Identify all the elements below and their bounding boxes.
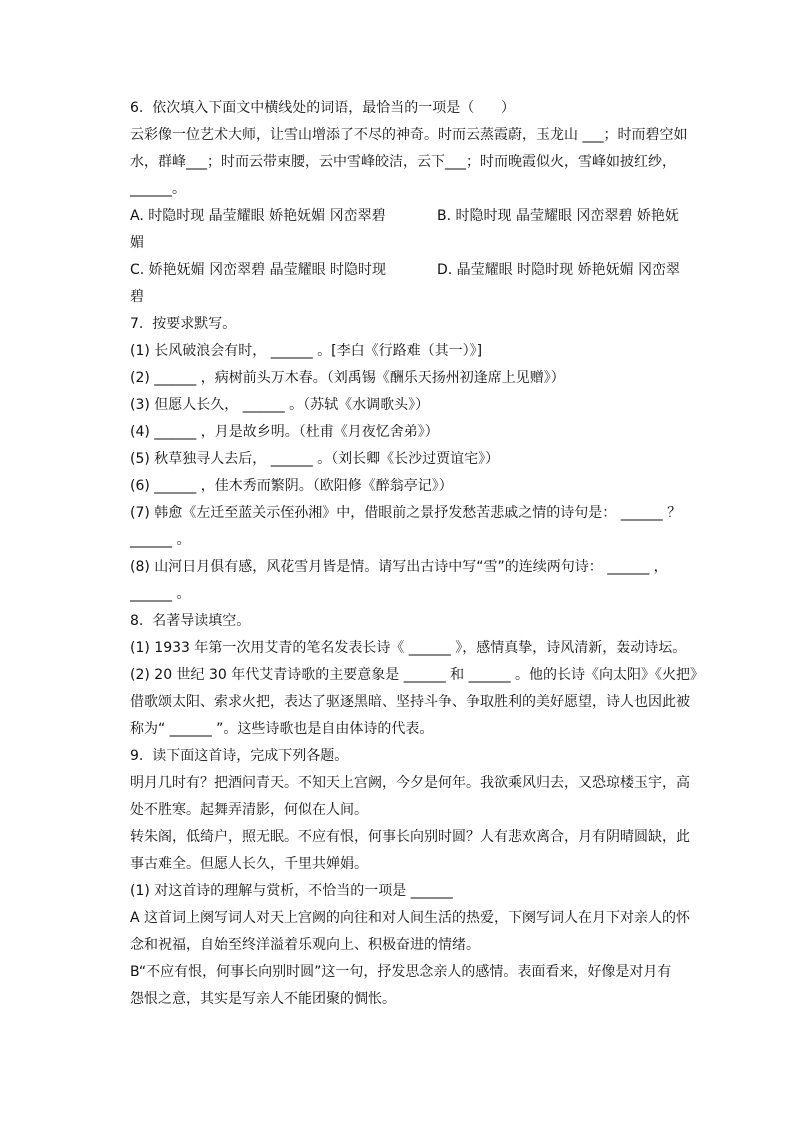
question-9-stem: 9. 读下面这首诗，完成下列各题。 — [130, 748, 349, 764]
page-content — [130, 95, 705, 1013]
fill-item: (1) 1933 年第一次用艾青的笔名发表长诗《 ______ 》，感情真挚，诗风清新，轰动诗坛。 — [130, 640, 687, 656]
fill-item: (1) 长风破浪会有时， ______ 。[李白《行路难（其一）》] — [130, 343, 483, 359]
fill-item: (8) 山河日月俱有感，风花雪月皆是情。请写出古诗中写“雪”的连续两句诗： ______ ， — [130, 559, 668, 575]
sub-question-line: B“不应有恨，何事长向别时圆”这一句，抒发思念亲人的感情。表面看来，好像是对月有 — [130, 964, 672, 980]
poem-line: 处不胜寒。起舞弄清影，何似在人间。 — [130, 802, 368, 818]
passage-line: ______。 — [130, 181, 186, 197]
options-row-cd — [130, 257, 696, 311]
question-7-stem: 7. 按要求默写。 — [130, 316, 237, 332]
sub-question-1: (1) 对这首诗的理解与赏析，不恰当的一项是 ______ — [130, 883, 453, 899]
poem-line: 转朱阁，低绮户，照无眠。不应有恨，何事长向别时圆？人有悲欢离合，月有阴晴圆缺，此 — [130, 829, 690, 845]
question-9 — [130, 743, 696, 1013]
question-8 — [130, 608, 705, 743]
options-row-ab — [130, 203, 696, 257]
fill-item: (2) 20 世纪 30 年代艾青诗歌的主要意象是 ______ 和 ______ 。他的长诗《向太阳》《火把》 — [130, 667, 705, 683]
sub-question-line: A 这首词上阕写词人对天上宫阙的向往和对人间生活的热爱，下阕写词人在月下对亲人的怀 — [130, 910, 691, 926]
fill-item: (3) 但愿人长久， ______ 。（苏轼《水调歌头》） — [130, 397, 430, 413]
passage-line: 云彩像一位艺术大师，让雪山增添了不尽的神奇。时而云蒸霞蔚，玉龙山 ___；时而碧空如 — [130, 127, 688, 143]
option-c-continued: 碧 — [130, 289, 144, 305]
fill-item: (6) ______ ，佳木秀而繁阴。（欧阳修《醉翁亭记》） — [130, 478, 453, 494]
fill-item-continued: 借歌颂太阳、索求火把，表达了驱逐黑暗、坚持斗争、争取胜利的美好愿望，诗人也因此被 — [130, 694, 690, 710]
option-c[interactable]: C. 娇艳妩媚 冈峦翠碧 晶莹耀眼 时隐时现 — [130, 262, 387, 278]
option-a[interactable]: A. 时隐时现 晶莹耀眼 娇艳妩媚 冈峦翠碧 — [130, 208, 386, 224]
fill-item-continued: ______ 。 — [130, 586, 191, 602]
option-a-continued: 媚 — [130, 235, 144, 251]
fill-item-continued: 称为“ ______ ”。这些诗歌也是自由体诗的代表。 — [130, 721, 434, 737]
poem-line: 事古难全。但愿人长久，千里共婵娟。 — [130, 856, 368, 872]
fill-item-continued: ______ 。 — [130, 532, 191, 548]
fill-item: (5) 秋草独寻人去后， ______ 。（刘长卿《长沙过贾谊宅》） — [130, 451, 500, 467]
question-8-stem: 8. 名著导读填空。 — [130, 613, 251, 629]
option-b[interactable]: B. 时隐时现 晶莹耀眼 冈峦翠碧 娇艳妩 — [437, 208, 679, 224]
poem-line: 明月几时有？把酒问青天。不知天上宫阙，今夕是何年。我欲乘风归去，又恐琼楼玉宇，高 — [130, 775, 690, 791]
fill-item: (2) ______ ，病树前头万木春。（刘禹锡《酬乐天扬州初逢席上见赠》） — [130, 370, 565, 386]
fill-item: (7) 韩愈《左迁至蓝关示侄孙湘》中，借眼前之景抒发愁苦悲戚之情的诗句是： ______ ？ — [130, 505, 682, 521]
question-6-stem: 6. 依次填入下面文中横线处的词语，最恰当的一项是（ ） — [130, 100, 515, 116]
question-7 — [130, 311, 696, 608]
fill-item: (4) ______ ，月是故乡明。（杜甫《月夜忆舍弟》） — [130, 424, 439, 440]
option-d[interactable]: D. 晶莹耀眼 时隐时现 娇艳妩媚 冈峦翠 — [437, 262, 681, 278]
sub-question-line: 念和祝福，自始至终洋溢着乐观向上、积极奋进的情绪。 — [130, 937, 480, 953]
question-6 — [130, 95, 696, 311]
passage-line: 水，群峰___；时而云带束腰，云中雪峰皎洁，云下___；时而晚霞似火，雪峰如披红纱， — [130, 154, 676, 170]
sub-question-line: 怨恨之意，其实是写亲人不能团聚的惆怅。 — [130, 991, 396, 1007]
